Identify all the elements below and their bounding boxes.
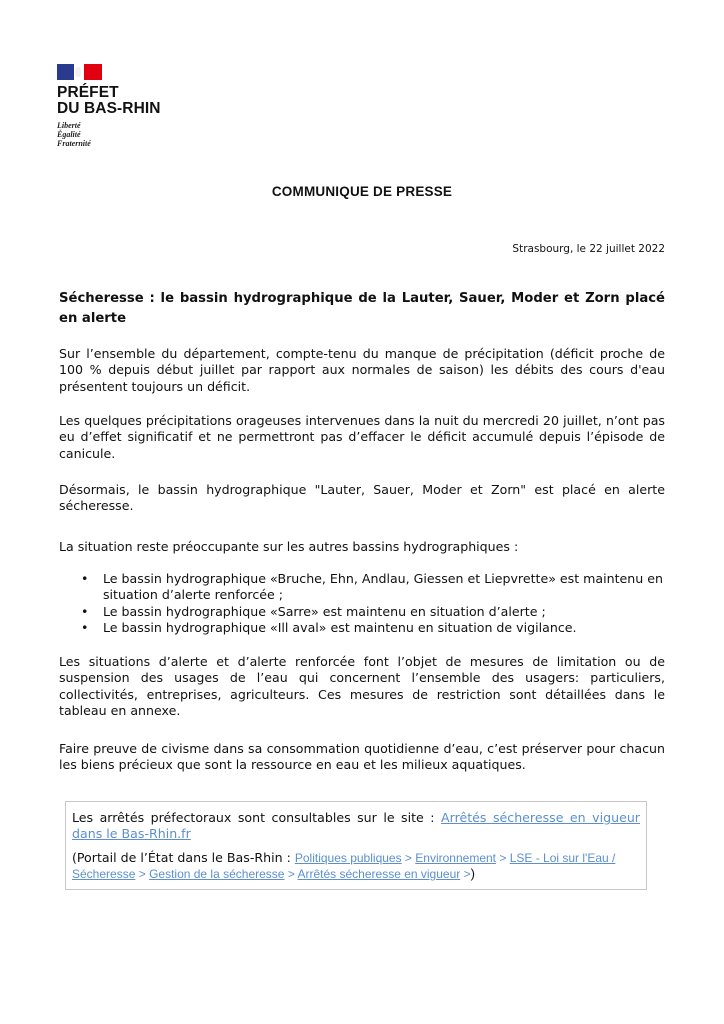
institution-line-2: DU BAS-RHIN <box>57 100 161 117</box>
info-box <box>65 801 647 890</box>
institution-line-1: PRÉFET <box>57 84 119 101</box>
info-box-intro-line <box>72 810 640 842</box>
breadcrumb-link-environnement[interactable]: Environnement <box>415 851 496 865</box>
prefecture-logo <box>57 64 161 148</box>
info-box-intro-text: Les arrêtés préfectoraux sont consultables sur le site : <box>72 810 442 825</box>
institution-name <box>57 85 161 117</box>
breadcrumb-link-politiques-publiques[interactable]: Politiques publiques <box>294 851 402 865</box>
portal-breadcrumb-line <box>72 850 640 882</box>
portal-prefix-text: (Portail de l’État dans le Bas-Rhin : <box>72 850 295 865</box>
marianne-flag-icon <box>57 64 102 80</box>
breadcrumb-separator: > <box>401 851 416 865</box>
paragraph-1: Sur l’ensemble du département, compte-tenu du manque de précipitation (déficit proche de 100 % depuis début juillet par rapport aux normales de saison) les débits des cours d'eau présentent toujours un déficit. <box>59 346 665 394</box>
closing-parenthesis: ) <box>470 866 475 881</box>
list-item <box>59 604 665 620</box>
list-item-text: Le bassin hydrographique «Ill aval» est maintenu en situation de vigilance. <box>103 620 577 636</box>
basin-status-list <box>59 571 665 637</box>
document-title: COMMUNIQUE DE PRESSE <box>271 184 453 199</box>
list-item-text: Le bassin hydrographique «Bruche, Ehn, Andlau, Giessen et Liepvrette» est maintenu en situation d’alerte renforcée ; <box>103 571 663 603</box>
breadcrumb-separator: > <box>496 851 510 865</box>
paragraph-4: La situation reste préoccupante sur les autres bassins hydrographiques : <box>59 539 519 554</box>
paragraph-3: Désormais, le bassin hydrographique "Lauter, Sauer, Moder et Zorn" est placé en alerte sécheresse. <box>59 482 665 514</box>
list-item-text: Le bassin hydrographique «Sarre» est maintenu en situation d’alerte ; <box>103 603 546 619</box>
paragraph-6: Faire preuve de civisme dans sa consommation quotidienne d’eau, c’est préserver pour chacun les biens précieux que sont la ressource en eau et les milieux aquatiques. <box>59 741 665 773</box>
bullet-icon: • <box>81 620 89 636</box>
devise <box>57 121 161 148</box>
date-line: Strasbourg, le 22 juillet 2022 <box>512 243 665 255</box>
breadcrumb-separator: > <box>460 867 471 881</box>
bullet-icon: • <box>81 603 89 619</box>
devise-fraternite: Fraternité <box>57 139 91 148</box>
arretes-secheresse-link[interactable]: Arrêtés sécheresse en vigueur dans le Bas-Rhin.fr <box>72 810 640 841</box>
breadcrumb-link-lse-secheresse[interactable]: LSE - Loi sur l'Eau / Sécheresse <box>72 851 616 881</box>
bullet-icon: • <box>81 571 89 586</box>
breadcrumb-link-arretes-en-vigueur[interactable]: Arrêtés sécheresse en vigueur <box>297 867 461 881</box>
breadcrumb-separator: > <box>284 867 298 881</box>
list-item <box>59 571 665 604</box>
breadcrumb-link-gestion-secheresse[interactable]: Gestion de la sécheresse <box>149 867 285 881</box>
paragraph-5: Les situations d’alerte et d’alerte renforcée font l’objet de mesures de limitation ou de suspension des usages de l’eau qui concernent l’ensemble des usagers: particuliers, collectivités, entreprises, agriculteurs. Ces mesures de restriction sont détaillées dans le tableau en annexe. <box>59 654 665 719</box>
breadcrumb-separator: > <box>135 867 150 881</box>
headline: Sécheresse : le bassin hydrographique de la Lauter, Sauer, Moder et Zorn placé en alerte <box>59 291 665 326</box>
devise-egalite: Égalité <box>57 130 81 139</box>
paragraph-2: Les quelques précipitations orageuses intervenues dans la nuit du mercredi 20 juillet, n’ont pas eu d’effet significatif et ne permettront pas d’effacer le déficit accumulé depuis l’épisode de canicule. <box>59 413 665 461</box>
list-item <box>59 620 665 636</box>
devise-liberte: Liberté <box>57 121 81 130</box>
